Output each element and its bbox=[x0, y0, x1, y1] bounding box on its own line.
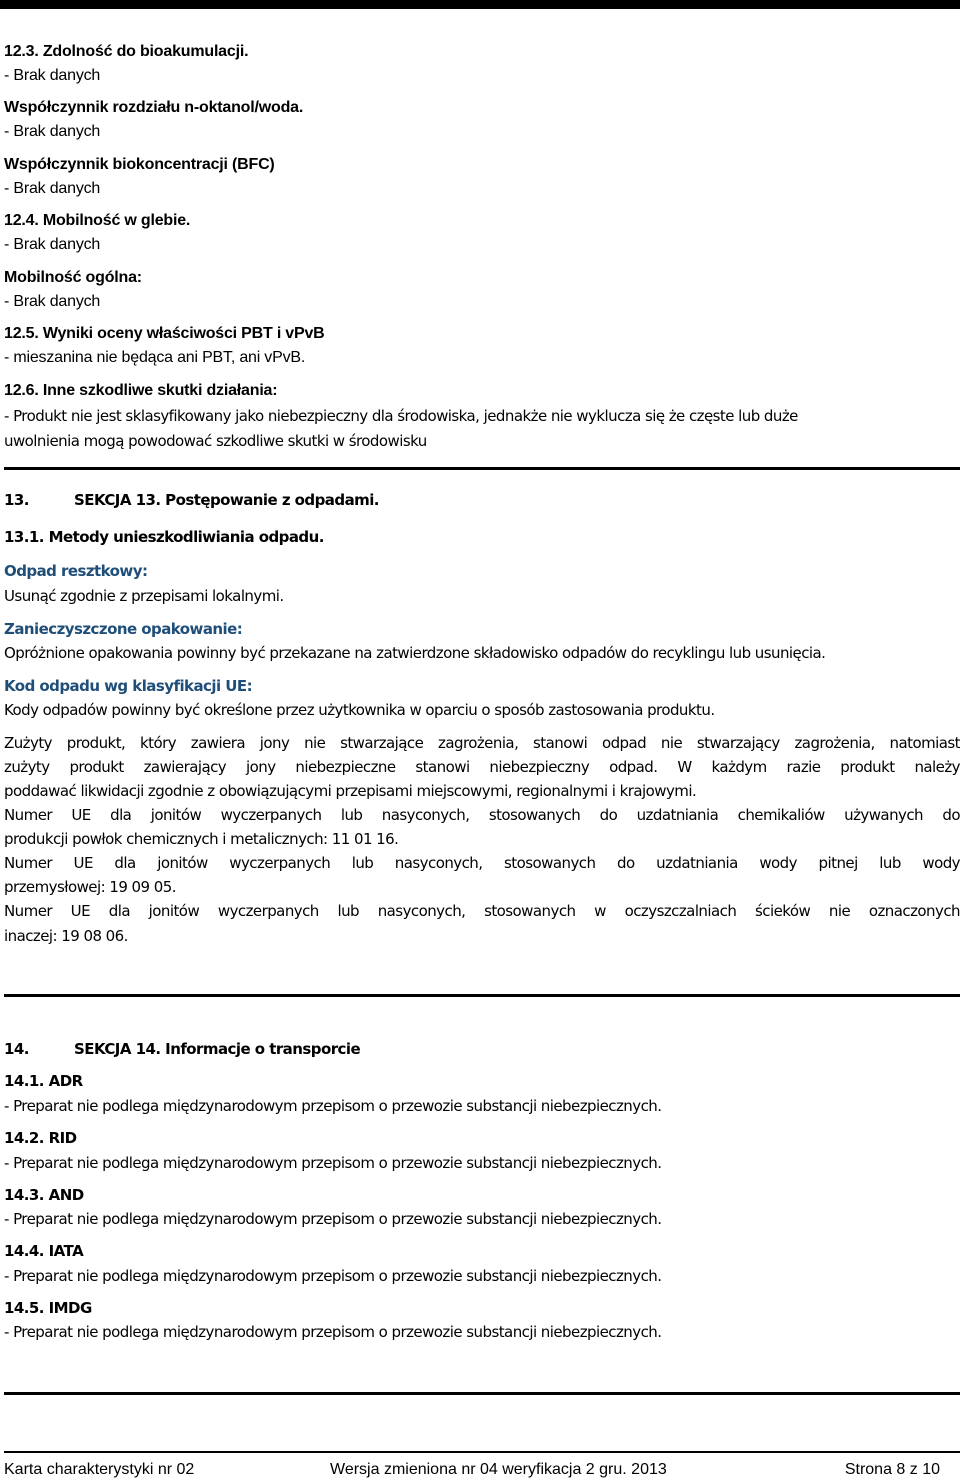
footer-version: Wersja zmieniona nr 04 weryfikacja 2 gru. 2013 bbox=[330, 1461, 667, 1478]
heading-general-mobility: Mobilność ogólna: bbox=[4, 269, 142, 286]
footer-document-id: Karta charakterystyki nr 02 bbox=[4, 1461, 195, 1478]
heading-residual-waste: Odpad resztkowy: bbox=[4, 562, 148, 580]
text-line: - Produkt nie jest sklasyfikowany jako niebezpieczny dla środowiska, jednakże nie wyklucza się że częste lub duże bbox=[4, 407, 798, 425]
text-line: - Preparat nie podlega międzynarodowym przepisom o przewozie substancji niebezpiecznych. bbox=[4, 1210, 662, 1228]
heading-14-5-imdg: 14.5. IMDG bbox=[4, 1299, 92, 1317]
heading-14-2-rid: 14.2. RID bbox=[4, 1129, 77, 1147]
heading-partition-coefficient: Współczynnik rozdziału n-oktanol/woda. bbox=[4, 99, 304, 116]
text-line: - Brak danych bbox=[4, 293, 101, 310]
text-line: Kody odpadów powinny być określone przez użytkownika w oparciu o sposób zastosowania produktu. bbox=[4, 701, 715, 719]
heading-14-3-and: 14.3. AND bbox=[4, 1186, 84, 1204]
section-number: 14. bbox=[4, 1040, 29, 1058]
text-line: inaczej: 19 08 06. bbox=[4, 927, 128, 945]
text-line: produkcji powłok chemicznych i metalicznych: 11 01 16. bbox=[4, 830, 399, 848]
text-line: Opróżnione opakowania powinny być przekazane na zatwierdzone składowisko odpadów do recyklingu lub usunięcia. bbox=[4, 644, 826, 662]
text-line: - Preparat nie podlega międzynarodowym przepisom o przewozie substancji niebezpiecznych. bbox=[4, 1097, 662, 1115]
heading-12-5: 12.5. Wyniki oceny właściwości PBT i vPvB bbox=[4, 325, 325, 342]
text-line: zużyty produkt zawierający jony niebezpieczne stanowi niebezpieczny odpad. W każdym razie produkt należy bbox=[4, 758, 960, 776]
section-divider bbox=[4, 994, 960, 997]
heading-14-1-adr: 14.1. ADR bbox=[4, 1072, 83, 1090]
text-line: Numer UE dla jonitów wyczerpanych lub nasyconych, stosowanych do uzdatniania chemikaliów używanych do bbox=[4, 806, 960, 824]
text-line: uwolnienia mogą powodować szkodliwe skutki w środowisku bbox=[4, 432, 427, 450]
heading-14-4-iata: 14.4. IATA bbox=[4, 1242, 84, 1260]
text-line: Numer UE dla jonitów wyczerpanych lub nasyconych, stosowanych do uzdatniania wody pitnej lub wody bbox=[4, 854, 960, 872]
page-footer bbox=[4, 1458, 958, 1482]
heading-bioconcentration: Współczynnik biokoncentracji (BFC) bbox=[4, 156, 275, 173]
section-divider bbox=[4, 1392, 960, 1395]
text-line: - Brak danych bbox=[4, 236, 101, 253]
section-number: 13. bbox=[4, 491, 29, 509]
text-line: - mieszanina nie będąca ani PBT, ani vPvB. bbox=[4, 349, 306, 366]
heading-13-1: 13.1. Metody unieszkodliwiania odpadu. bbox=[4, 528, 324, 546]
text-line: - Brak danych bbox=[4, 123, 101, 140]
footer-divider bbox=[4, 1451, 960, 1453]
text-line: - Preparat nie podlega międzynarodowym przepisom o przewozie substancji niebezpiecznych. bbox=[4, 1323, 662, 1341]
text-line: - Brak danych bbox=[4, 67, 101, 84]
section-13-title bbox=[4, 490, 379, 510]
section-14-title bbox=[4, 1039, 360, 1059]
heading-12-3: 12.3. Zdolność do bioakumulacji. bbox=[4, 43, 249, 60]
text-line: - Preparat nie podlega międzynarodowym przepisom o przewozie substancji niebezpiecznych. bbox=[4, 1267, 662, 1285]
text-line: Numer UE dla jonitów wyczerpanych lub nasyconych, stosowanych w oczyszczalniach ścieków nie oznaczonych bbox=[4, 902, 960, 920]
top-border bbox=[0, 0, 960, 9]
section-title: SEKCJA 14. Informacje o transporcie bbox=[74, 1040, 361, 1058]
text-line: poddawać likwidacji zgodnie z obowiązującymi przepisami miejscowymi, regionalnymi i krajowymi. bbox=[4, 782, 697, 800]
footer-page-number: Strona 8 z 10 bbox=[844, 1461, 940, 1478]
text-line: Usunąć zgodnie z przepisami lokalnymi. bbox=[4, 587, 284, 605]
text-line: - Brak danych bbox=[4, 180, 101, 197]
text-line: przemysłowej: 19 09 05. bbox=[4, 878, 176, 896]
section-divider bbox=[4, 467, 960, 470]
heading-contaminated-packaging: Zanieczyszczone opakowanie: bbox=[4, 620, 243, 638]
heading-12-6: 12.6. Inne szkodliwe skutki działania: bbox=[4, 382, 278, 399]
heading-eu-waste-code: Kod odpadu wg klasyfikacji UE: bbox=[4, 677, 253, 695]
heading-12-4: 12.4. Mobilność w glebie. bbox=[4, 212, 191, 229]
text-line: Zużyty produkt, który zawiera jony nie stwarzające zagrożenia, stanowi odpad nie stwarzający zagrożenia, natomiast bbox=[4, 734, 960, 752]
section-title: SEKCJA 13. Postępowanie z odpadami. bbox=[74, 491, 379, 509]
text-line: - Preparat nie podlega międzynarodowym przepisom o przewozie substancji niebezpiecznych. bbox=[4, 1154, 662, 1172]
